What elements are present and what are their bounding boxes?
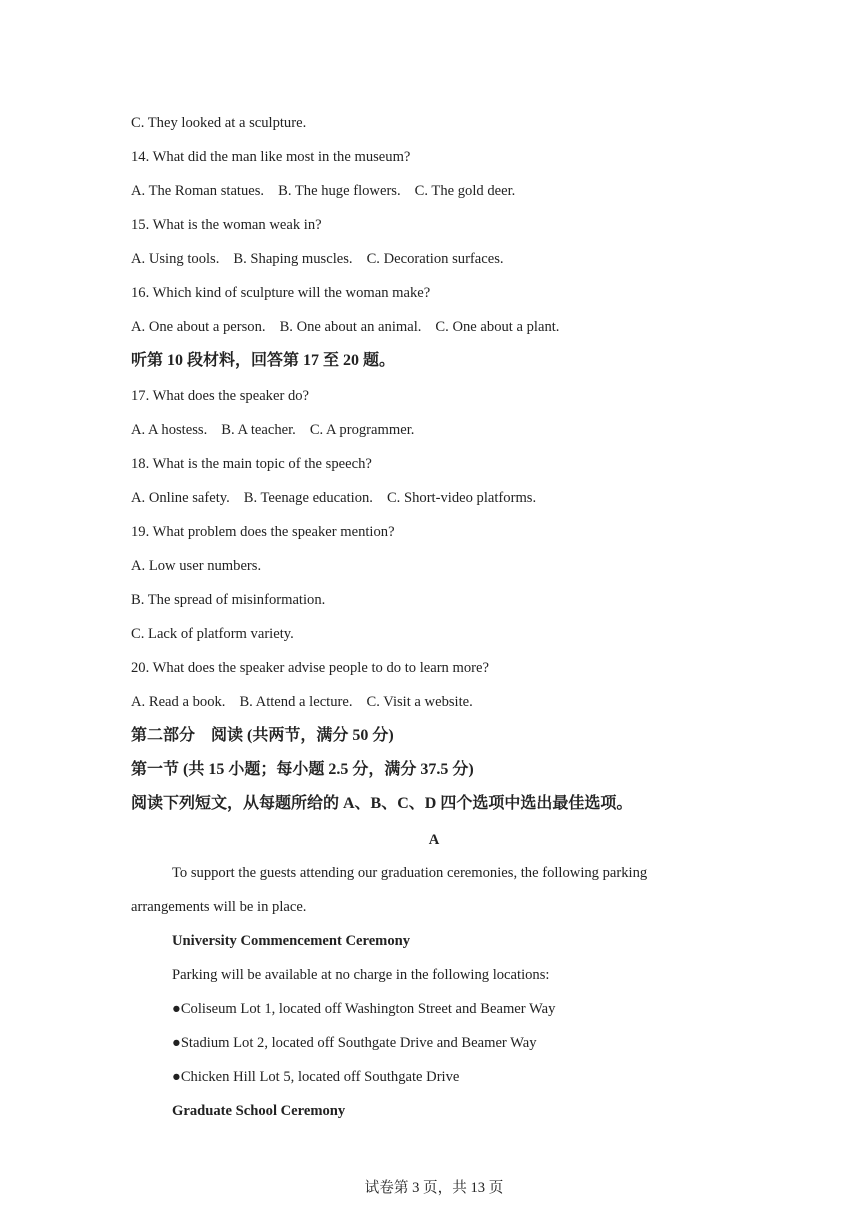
options-q14 [131, 181, 515, 201]
passage-label: A [428, 832, 440, 848]
reading-instruction: 阅读下列短文，从每题所给的 A、B、C、D 四个选项中选出最佳选项。 [131, 795, 633, 812]
option-a: A. Read a book. [131, 694, 226, 710]
option-b: B. The huge flowers. [278, 183, 401, 199]
section-one-heading: 第一节 (共 15 小题；每小题 2.5 分，满分 37.5 分) [131, 761, 474, 778]
option-c: C. Decoration surfaces. [366, 251, 504, 267]
options-q15 [131, 249, 504, 269]
list-item: ●Chicken Hill Lot 5, located off Southgate Drive [172, 1069, 460, 1085]
question-18: 18. What is the main topic of the speech? [131, 456, 372, 472]
question-14: 14. What did the man like most in the museum? [131, 149, 411, 165]
option-a: A. A hostess. [131, 422, 208, 438]
options-q20 [131, 692, 473, 712]
part-two-heading: 第二部分 阅读 (共两节，满分 50 分) [131, 727, 394, 744]
option-a: A. One about a person. [131, 319, 266, 335]
option-b: B. Attend a lecture. [239, 694, 353, 710]
option-c: C. One about a plant. [435, 319, 560, 335]
passage-paragraph-cont: arrangements will be in place. [131, 899, 307, 915]
option-c: C. The gold deer. [414, 183, 516, 199]
options-q17 [131, 420, 414, 440]
options-q18 [131, 488, 536, 508]
section-instruction: 听第 10 段材料，回答第 17 至 20 题。 [131, 352, 396, 369]
options-q16 [131, 317, 559, 337]
option-c: C. Short-video platforms. [386, 490, 537, 506]
list-item: ●Stadium Lot 2, located off Southgate Drive and Beamer Way [172, 1035, 537, 1051]
question-17: 17. What does the speaker do? [131, 388, 310, 404]
page-footer: 试卷第 3 页，共 13 页 [364, 1180, 504, 1196]
option-a: A. The Roman statues. [131, 183, 265, 199]
question-19: 19. What problem does the speaker mention? [131, 524, 395, 540]
option-c: C. A programmer. [309, 422, 415, 438]
list-item: ●Coliseum Lot 1, located off Washington Street and Beamer Way [172, 1001, 556, 1017]
option-c-q19: C. Lack of platform variety. [131, 626, 294, 642]
option-c-q13: C. They looked at a sculpture. [131, 115, 307, 131]
question-15: 15. What is the woman weak in? [131, 217, 322, 233]
passage-paragraph: To support the guests attending our graduation ceremonies, the following parking [172, 865, 648, 881]
option-c: C. Visit a website. [366, 694, 473, 710]
subheading-commencement: University Commencement Ceremony [172, 933, 411, 949]
subheading-graduate: Graduate School Ceremony [172, 1103, 346, 1119]
option-b: B. Teenage education. [243, 490, 373, 506]
option-b: B. Shaping muscles. [233, 251, 353, 267]
option-b-q19: B. The spread of misinformation. [131, 592, 326, 608]
option-a: A. Using tools. [131, 251, 220, 267]
question-20: 20. What does the speaker advise people to do to learn more? [131, 660, 489, 676]
option-a: A. Online safety. [131, 490, 230, 506]
option-a-q19: A. Low user numbers. [131, 558, 262, 574]
option-b: B. A teacher. [221, 422, 296, 438]
option-b: B. One about an animal. [279, 319, 422, 335]
question-16: 16. Which kind of sculpture will the woman make? [131, 285, 431, 301]
parking-note: Parking will be available at no charge in the following locations: [172, 967, 550, 983]
